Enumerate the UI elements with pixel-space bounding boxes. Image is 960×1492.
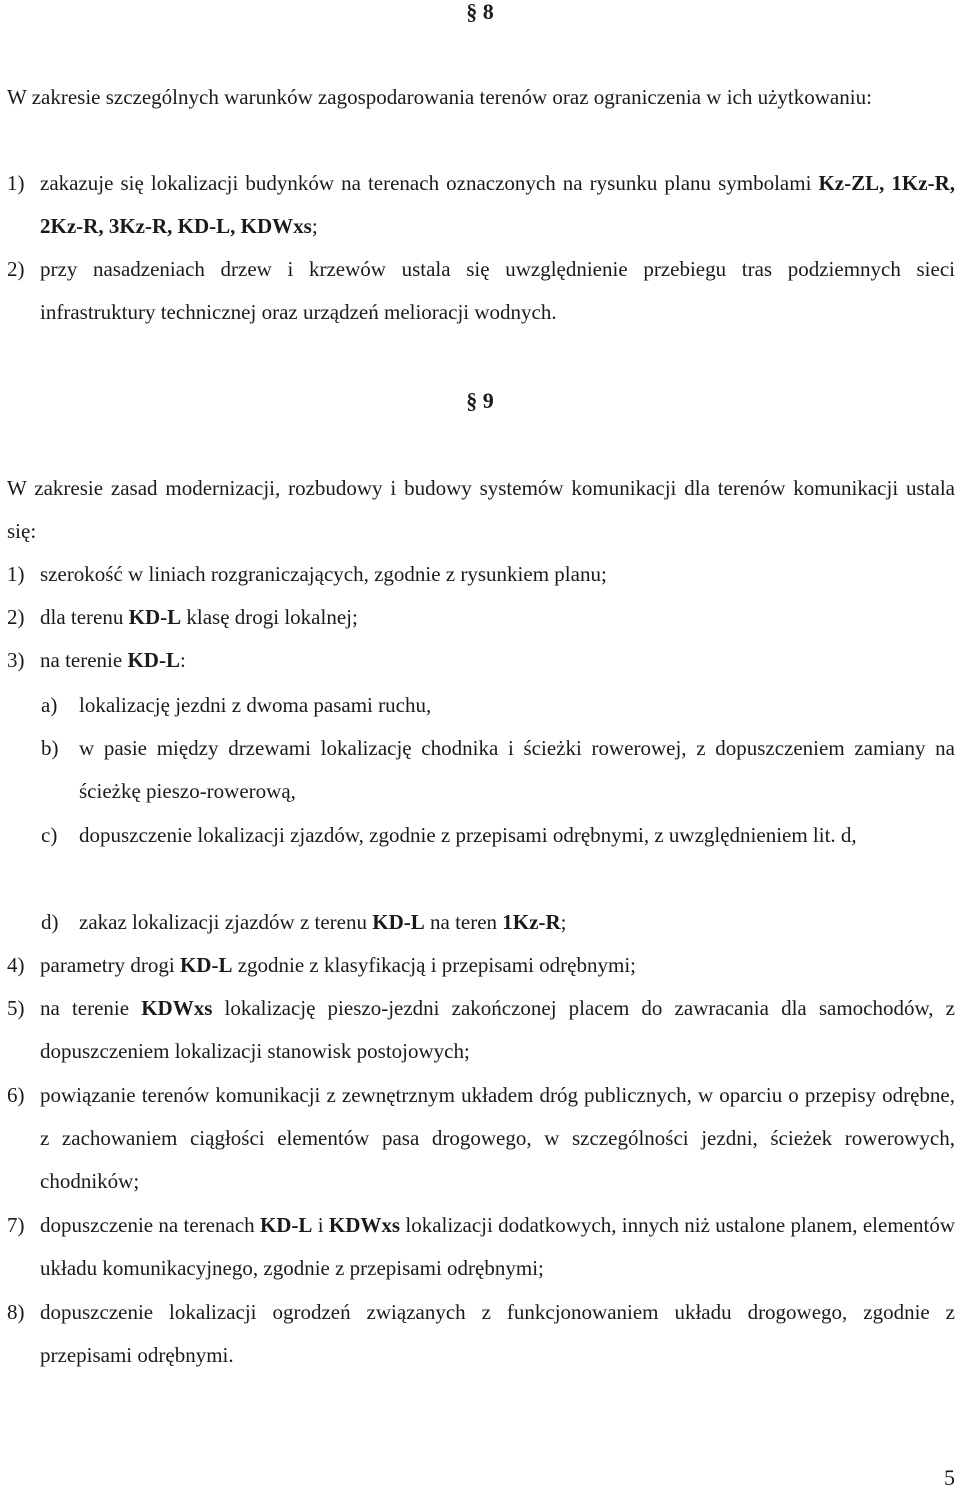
item-text: dopuszczenie lokalizacji zjazdów, zgodnie z przepisami odrębnymi, z uwzględnieniem lit. d, bbox=[79, 823, 857, 847]
item-text: dla terenu bbox=[40, 605, 129, 629]
symbol-kd-l: KD-L bbox=[128, 605, 182, 629]
item-marker: c) bbox=[41, 823, 58, 847]
section-9-item-3 bbox=[7, 639, 955, 682]
section-9-heading: § 9 bbox=[466, 388, 494, 413]
section-8-item-2 bbox=[7, 248, 955, 334]
item-text-end: zgodnie z klasyfikacją i przepisami odrębnymi; bbox=[232, 953, 636, 977]
item-text: w pasie między drzewami lokalizację chodnika i ścieżki rowerowej, z dopuszczeniem zamiany na ścieżkę pieszo-rowerową, bbox=[79, 736, 955, 803]
item-text: na terenie bbox=[40, 996, 142, 1020]
symbol-1kz-r: 1Kz-R bbox=[502, 910, 561, 934]
item-marker: 5) bbox=[7, 996, 25, 1020]
item-marker: 1) bbox=[7, 171, 25, 195]
item-marker: 2) bbox=[7, 605, 25, 629]
item-text-end: lokalizacji dodatkowych, innych niż ustalone planem, elementów układu komunikacyjnego, zgodnie z przepisami odrębnymi; bbox=[40, 1213, 955, 1280]
item-text-end: klasę drogi lokalnej; bbox=[181, 605, 358, 629]
section-9-item-7 bbox=[7, 1204, 955, 1290]
item-text: zakaz lokalizacji zjazdów z terenu bbox=[79, 910, 373, 934]
item-marker: b) bbox=[41, 736, 59, 760]
section-9-item-4 bbox=[7, 944, 955, 987]
item-text-end: lokalizację pieszo-jezdni zakończonej placem do zawracania dla samochodów, z dopuszczeniem lokalizacji stanowisk postojowych; bbox=[40, 996, 955, 1063]
section-8-heading: § 8 bbox=[466, 0, 494, 24]
section-9-item-1 bbox=[7, 553, 955, 596]
item-marker: 1) bbox=[7, 562, 25, 586]
item-text: przy nasadzeniach drzew i krzewów ustala się uwzględnienie przebiegu tras podziemnych sieci infrastruktury technicznej oraz urządzeń melioracji wodnych. bbox=[40, 257, 955, 324]
item-text-end: ; bbox=[560, 910, 567, 934]
item-text-mid: na teren bbox=[424, 910, 503, 934]
item-text-end: ; bbox=[311, 214, 318, 238]
section-9-item-5 bbox=[7, 987, 955, 1073]
symbol-kdwxs: KDWxs bbox=[141, 996, 213, 1020]
item-text: parametry drogi bbox=[40, 953, 180, 977]
item-marker: 8) bbox=[7, 1300, 25, 1324]
symbol-kd-l: KD-L bbox=[259, 1213, 313, 1237]
item-marker: 2) bbox=[7, 257, 25, 281]
symbol-list: Kz-ZL, 1Kz-R, 2Kz-R, 3Kz-R, KD-L, KDWxs bbox=[40, 171, 955, 238]
item-marker: 6) bbox=[7, 1083, 25, 1107]
item-marker: a) bbox=[41, 693, 58, 717]
item-text-end: : bbox=[179, 648, 186, 672]
page-number: 5 bbox=[944, 1465, 955, 1490]
item-text: dopuszczenie lokalizacji ogrodzeń związanych z funkcjonowaniem układu drogowego, zgodnie z przepisami odrębnymi. bbox=[40, 1300, 955, 1367]
item-text: dopuszczenie na terenach bbox=[40, 1213, 260, 1237]
section-9-item-6 bbox=[7, 1074, 955, 1203]
item-marker: 3) bbox=[7, 648, 25, 672]
section-9-subitem-a bbox=[41, 684, 955, 727]
item-text: na terenie bbox=[40, 648, 128, 672]
section-9-subitem-c bbox=[41, 814, 955, 857]
section-9-intro: W zakresie zasad modernizacji, rozbudowy i budowy systemów komunikacji dla terenów komunikacji ustala się: bbox=[7, 476, 955, 543]
item-text-mid: i bbox=[312, 1213, 329, 1237]
item-marker: d) bbox=[41, 910, 59, 934]
section-8-item-1 bbox=[7, 162, 955, 248]
symbol-kdwxs: KDWxs bbox=[328, 1213, 401, 1237]
item-text: lokalizację jezdni z dwoma pasami ruchu, bbox=[79, 693, 432, 717]
section-9-subitem-b bbox=[41, 727, 955, 813]
item-text: szerokość w liniach rozgraniczających, zgodnie z rysunkiem planu; bbox=[40, 562, 607, 586]
item-text: zakazuje się lokalizacji budynków na terenach oznaczonych na rysunku planu symbolami bbox=[40, 171, 819, 195]
section-9-item-2 bbox=[7, 596, 955, 639]
section-9-item-8 bbox=[7, 1291, 955, 1377]
section-9-subitem-d bbox=[41, 901, 955, 944]
symbol-kd-l: KD-L bbox=[127, 648, 180, 672]
item-text: powiązanie terenów komunikacji z zewnętrznym układem dróg publicznych, w oparciu o przepisy odrębne, z zachowaniem ciągłości elementów pasa drogowego, w szczególności jezdni, ścieżek rowerowych, chodników; bbox=[40, 1083, 955, 1193]
item-marker: 4) bbox=[7, 953, 25, 977]
item-marker: 7) bbox=[7, 1213, 25, 1237]
section-8-intro: W zakresie szczególnych warunków zagospodarowania terenów oraz ograniczenia w ich użytkowaniu: bbox=[7, 85, 872, 109]
symbol-kd-l: KD-L bbox=[179, 953, 233, 977]
symbol-kd-l: KD-L bbox=[372, 910, 425, 934]
